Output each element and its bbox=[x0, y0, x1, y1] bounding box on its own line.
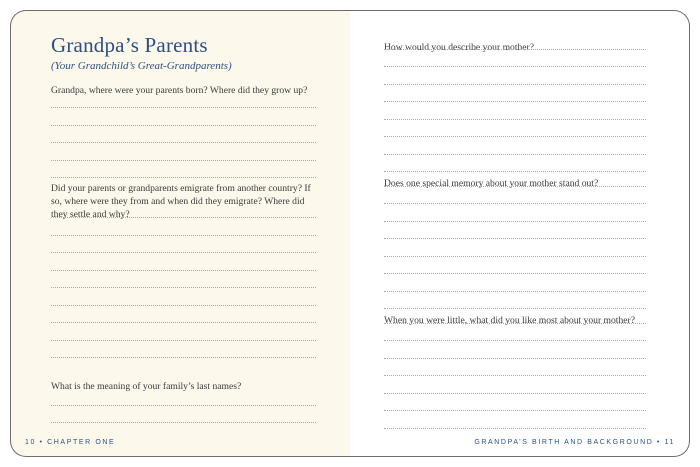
answer-lines-2 bbox=[51, 209, 316, 379]
right-page bbox=[350, 10, 690, 457]
page-folio-right: GRANDPA’S BIRTH AND BACKGROUND • 11 bbox=[474, 439, 675, 446]
answer-lines-6 bbox=[384, 323, 646, 433]
answer-lines-4 bbox=[384, 49, 646, 179]
question-6: When you were little, what did you like most about your mother? bbox=[384, 315, 635, 326]
question-2: Did your parents or grandparents emigrate from another country? If so, where were they from and when did they emigrate? Where did they settle and why? bbox=[51, 183, 311, 220]
question-3: What is the meaning of your family’s last names? bbox=[51, 381, 242, 392]
left-page bbox=[10, 10, 350, 457]
answer-lines-3 bbox=[51, 395, 316, 435]
answer-lines-1 bbox=[51, 99, 316, 179]
answer-lines-5 bbox=[384, 186, 646, 316]
page-title: Grandpa’s Parents bbox=[51, 33, 208, 57]
question-5: Does one special memory about your mother stand out? bbox=[384, 178, 599, 189]
page-subtitle: (Your Grandchild’s Great-Grandparents) bbox=[51, 60, 232, 72]
question-1: Grandpa, where were your parents born? Where did they grow up? bbox=[51, 85, 308, 96]
page-folio-left: 10 • CHAPTER ONE bbox=[25, 439, 116, 446]
question-4: How would you describe your mother? bbox=[384, 42, 535, 53]
